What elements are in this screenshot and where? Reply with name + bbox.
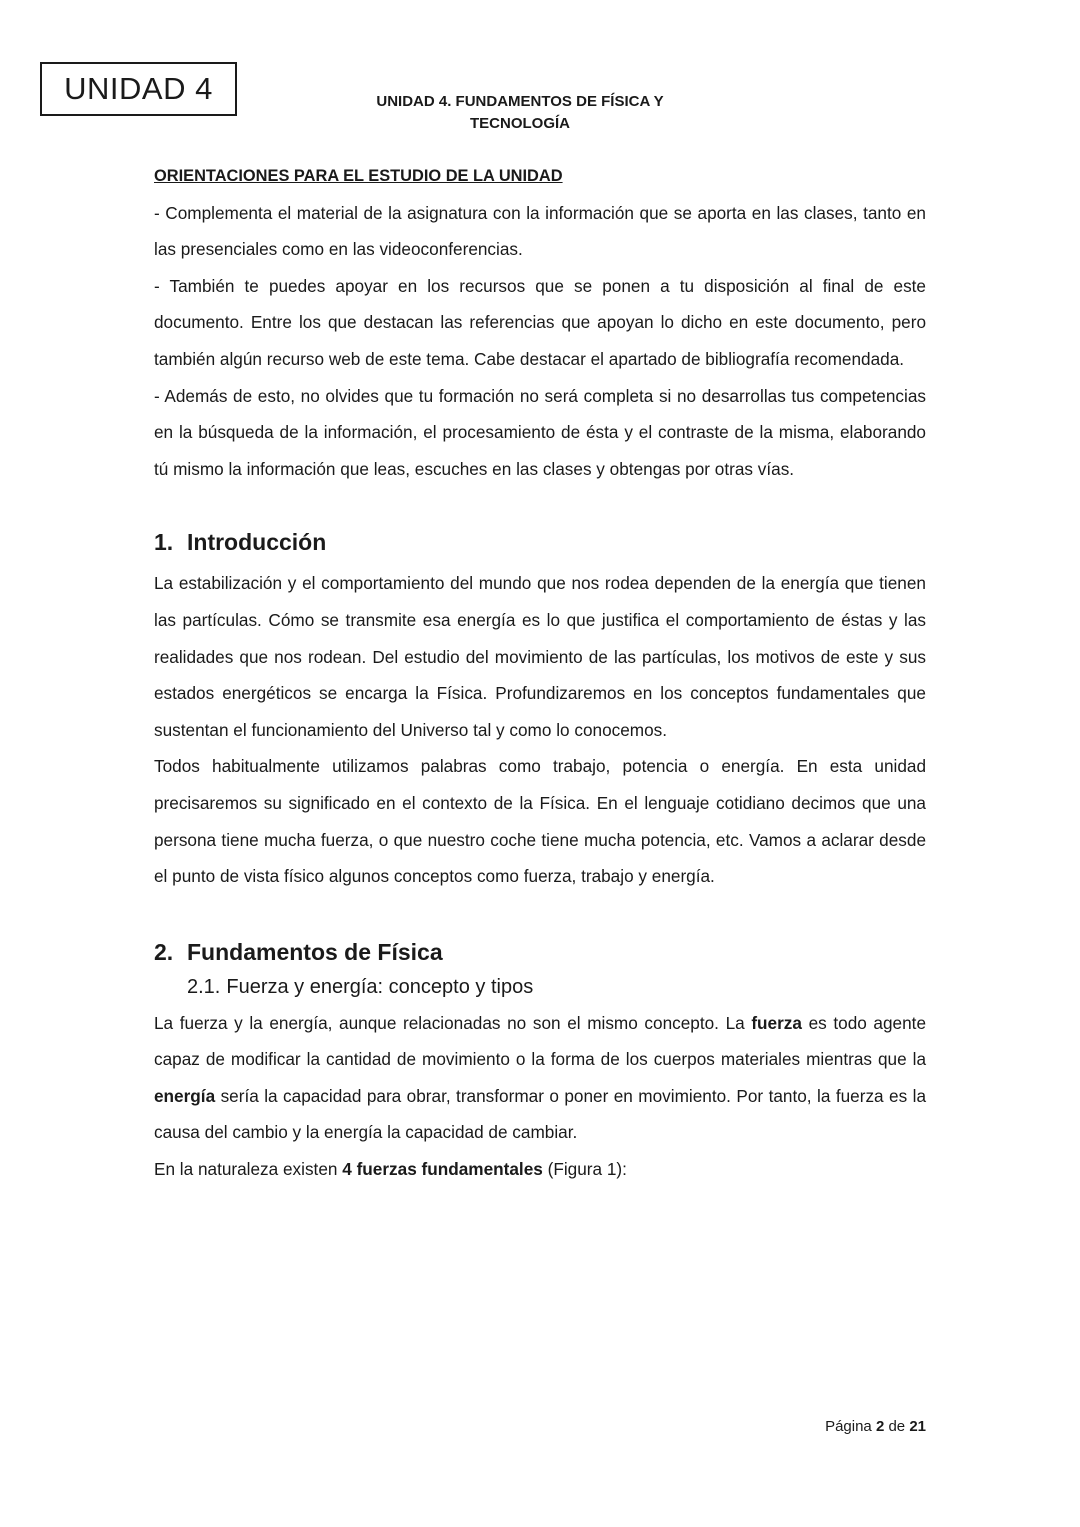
page-footer xyxy=(825,1416,926,1438)
section-2-heading xyxy=(154,937,926,967)
subsection-2-1-heading xyxy=(187,971,926,1003)
orientaciones-title: ORIENTACIONES PARA EL ESTUDIO DE LA UNIDAD xyxy=(154,167,563,185)
energia-definition-text: sería la capacidad para obrar, transformar o poner en movimiento. Por tanto, la fuerza es la causa del cambio y la energía la capacidad de cambiar. xyxy=(154,1085,926,1143)
header-title-line1: UNIDAD 4. FUNDAMENTOS DE FÍSICA Y xyxy=(376,93,664,110)
orientaciones-paragraph-3: - Además de esto, no olvides que tu formación no será completa si no desarrollas tus competencias en la búsqueda de la información, el procesamiento de ésta y el contraste de la misma, elaborando tú mismo la información que leas, escuches en las clases y obtengas por otras vías. xyxy=(154,385,926,479)
section-2-number: 2. xyxy=(154,938,174,965)
section-1-number: 1. xyxy=(154,529,174,556)
section-1-paragraph-2: Todos habitualmente utilizamos palabras como trabajo, potencia o energía. En esta unidad precisaremos su significado en el contexto de la Física. En el lenguaje cotidiano decimos que una persona tiene mucha fuerza, o que nuestro coche tiene mucha potencia, etc. Vamos a aclarar desde el punto de vista físico algunos conceptos como fuerza, trabajo y energía. xyxy=(154,756,926,887)
section-2-paragraph-1 xyxy=(154,1005,926,1151)
energia-term: energía xyxy=(154,1085,216,1106)
section-1-heading xyxy=(154,527,926,557)
fuerza-term: fuerza xyxy=(751,1012,802,1033)
document-header-title xyxy=(340,91,700,135)
section-2-paragraph-2 xyxy=(154,1151,926,1188)
fuerza-intro-text: La fuerza y la energía, aunque relacionadas no son el mismo concepto. La xyxy=(154,1012,752,1033)
footer-middle: de xyxy=(884,1418,910,1435)
section-1-paragraph-1: La estabilización y el comportamiento del mundo que nos rodea dependen de la energía que tienen las partículas. Cómo se transmite esa energía es lo que justifica el comportamiento de éstas y las realidades que nos rodean. Del estudio del movimiento de las partículas, los motivos de este y sus estados energéticos se encarga la Física. Profundizaremos en los conceptos fundamentales que sustentan el funcionamiento del Universo tal y como lo conocemos. xyxy=(154,573,926,740)
fuerzas-fundamentales-term: 4 fuerzas fundamentales xyxy=(342,1159,543,1180)
footer-prefix: Página xyxy=(825,1418,876,1435)
subsection-2-1-title: Fuerza y energía: concepto y tipos xyxy=(226,975,534,998)
header-title-line2: TECNOLOGÍA xyxy=(470,115,570,132)
subsection-2-1-number: 2.1. xyxy=(187,975,221,998)
footer-total-pages: 21 xyxy=(909,1418,926,1435)
orientaciones-paragraph-1: - Complementa el material de la asignatura con la información que se aporta en las clases, tanto en las presenciales como en las videoconferencias. xyxy=(154,202,926,260)
footer-page-number: 2 xyxy=(875,1418,885,1435)
unit-label-box: UNIDAD 4 xyxy=(40,62,237,116)
document-body xyxy=(154,158,926,1188)
section-1-title: Introducción xyxy=(187,529,327,556)
fuerzas-intro-text: En la naturaleza existen xyxy=(154,1159,343,1180)
figure-reference: (Figura 1): xyxy=(542,1159,627,1180)
fuerza-definition-text: es todo agente capaz de modificar la cantidad de movimiento o la forma de los cuerpos materiales mientras que la xyxy=(154,1012,927,1070)
section-2-title: Fundamentos de Física xyxy=(187,938,443,965)
orientaciones-paragraph-2: - También te puedes apoyar en los recursos que se ponen a tu disposición al final de este documento. Entre los que destacan las referencias que apoyan lo dicho en este documento, pero también algún recurso web de este tema. Cabe destacar el apartado de bibliografía recomendada. xyxy=(154,275,926,369)
